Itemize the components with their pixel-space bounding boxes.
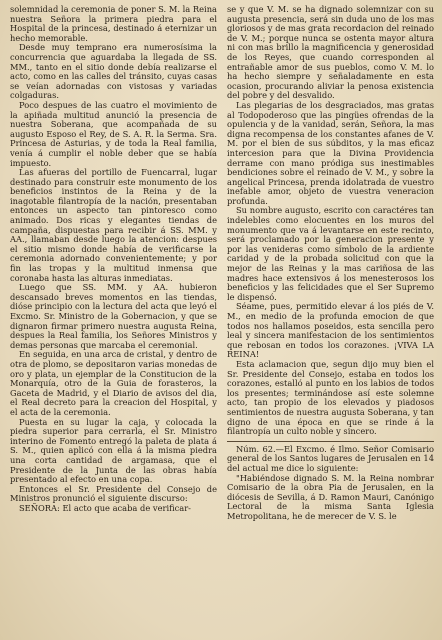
paragraph: En seguida, en una arca de cristal, y dentro de otra de plomo, se depositaron varias monedas de oro y plata, un ejemplar de la Constitucion de la Monarquía, otro de la Guia de forasteros, la Gaceta de Madrid, y el Diario de avisos del dia, el Real decreto para la creacion del Hospital, y el acta de la ceremonia. [10, 349, 217, 417]
paragraph: Entonces el Sr. Presidente del Consejo de Ministros pronunció el siguiente discurso: [10, 483, 217, 504]
left-column [10, 5, 217, 636]
paragraph: Las afueras del portillo de Fuencarral, lugar destinado para construir este monumento de los beneficios instintos de la Reina y de la inagotable filantropía de la nación, presentaban entonces un aspecto tan pintoresco como animado. Dos ricas y elegantes tiendas de campaña, dispuestas para recibir á SS. MM. y AA., llamaban desde luego la atencion: despues el sitio mismo donde había de verificarse la ceremonia adornado convenientemente; y por fin las tropas y la multitud inmensa que coronaba hasta las alturas inmediatas. [10, 167, 217, 283]
paragraph: Su nombre augusto, escrito con caractéres tan indelebles como elocuentes en los muros del monumento que va á levantarse en este recinto, será proclamado por la generacion presente y por las venideras como símbolo de la ardiente caridad y de la probada solicitud con que la mejor de las Reinas y la mas cariñosa de las madres hace extensivos á los menesterosos los beneficios y las felicidades que el Ser Supremo le dispensó. [227, 205, 434, 302]
paragraph: Luego que SS. MM. y AA. hubieron descansado breves momentos en las tiendas, dióse principio con la lectura del acta que leyó el Excmo. Sr. Ministro de la Gobernacion, y que se dignaron firmar primero nuestra augusta Reina, despues la Real familia, los Señores Ministros y demas personas que marcaba el ceremonial. [10, 282, 217, 350]
article-paragraph: "Habiéndose dignado S. M. la Reina nombrar Comisario de la obra Pia de Jerusalen, en la diócesis de Sevilla, á D. Ramon Mauri, Canónigo Lectoral de la misma Santa Iglesia Metropolitana, he de merecer de V. S. le [227, 472, 434, 521]
paragraph: solemnidad la ceremonia de poner S. M. la Reina nuestra Señora la primera piedra para el Hospital de la princesa, destinado á eternizar un hecho memorable. [10, 5, 217, 43]
paragraph: Séame, pues, permitido elevar á los piés de V. M., en medio de la profunda emocion de que todos nos hallamos poseidos, esta sencilla pero leal y sincera manifestacion de los sentimientos que rebosan en todos los corazones. ¡VIVA LA REINA! [227, 301, 434, 360]
paragraph: Esta aclamacion que, segun dijo muy bien el Sr. Presidente del Consejo, estaba en todos los corazones, estalló al punto en los labios de todos los presentes; terminándose así este solemne acto, tan propio de los elevados y piadosos sentimientos de nuestra augusta Soberana, y tan digno de una época en que se rinde á la filantropía un culto noble y sincero. [227, 358, 434, 437]
paragraph: Desde muy temprano era numerosísima la concurrencia que aguardaba la llegada de SS. MM., tanto en el sitio donde debía realizarse el acto, como en las calles del tránsito, cuyas casas se veían adornadas con vistosas y variadas colgaduras. [10, 42, 217, 101]
article-divider [227, 441, 434, 442]
article-paragraph: Núm. 62.—El Excmo. é Ilmo. Señor Comisario general de los Santos lugares de Jerusalen en 14 del actual me dice lo siguiente: [227, 443, 434, 473]
paragraph: Las plegarias de los desgraciados, mas gratas al Todopoderoso que las pingües ofrendas de la opulencia y de la vanidad, serán, Señora, la mas digna recompensa de los constantes afanes de V. M. por el bien de sus súbditos, y la mas eficaz intercesion para que la Divina Providencia derrame con mano pródiga sus inestimables bendiciones sobre el reinado de V. M., y sobre la angelical Princesa, prenda idolatrada de vuestro inefable amor, objeto de vuestra veneracion profunda. [227, 99, 434, 206]
paragraph: se y que V. M. se ha dignado solemnizar con su augusta presencia, será sin duda uno de los mas gloriosos y de mas grata recordacion del reinado de V. M.; porque nunca se ostenta mayor altura ni con mas brillo la magnificencia y generosidad de los Reyes, que cuando corresponden al entrañable amor de sus pueblos, como V. M. lo ha hecho siempre y señaladamente en esta ocasion, procurando aliviar la penosa existencia del pobre y del desvalido. [227, 5, 434, 101]
two-column-layout [10, 5, 434, 636]
paragraph: Puesta en su lugar la caja, y colocada la piedra superior para cerrarla, el Sr. Ministro interino de Fomento entregó la paleta de plata á S. M., quien aplicó con ella á la misma piedra una corta cantidad de argamasa, que el Presidente de la Junta de las obras había presentado al efecto en una copa. [10, 416, 217, 485]
right-column [227, 5, 434, 636]
paragraph: Poco despues de las cuatro el movimiento de la apiñada multitud anunció la presencia de nuestra Soberana, que acompañada de su augusto Esposo el Rey, de S. A. R. la Serma. Sra. Princesa de Asturias, y de toda la Real familia, venía á cumplir el noble deber que se había impuesto. [10, 99, 217, 168]
paragraph: SEÑORA: El acto que acaba de verificar- [19, 502, 191, 513]
